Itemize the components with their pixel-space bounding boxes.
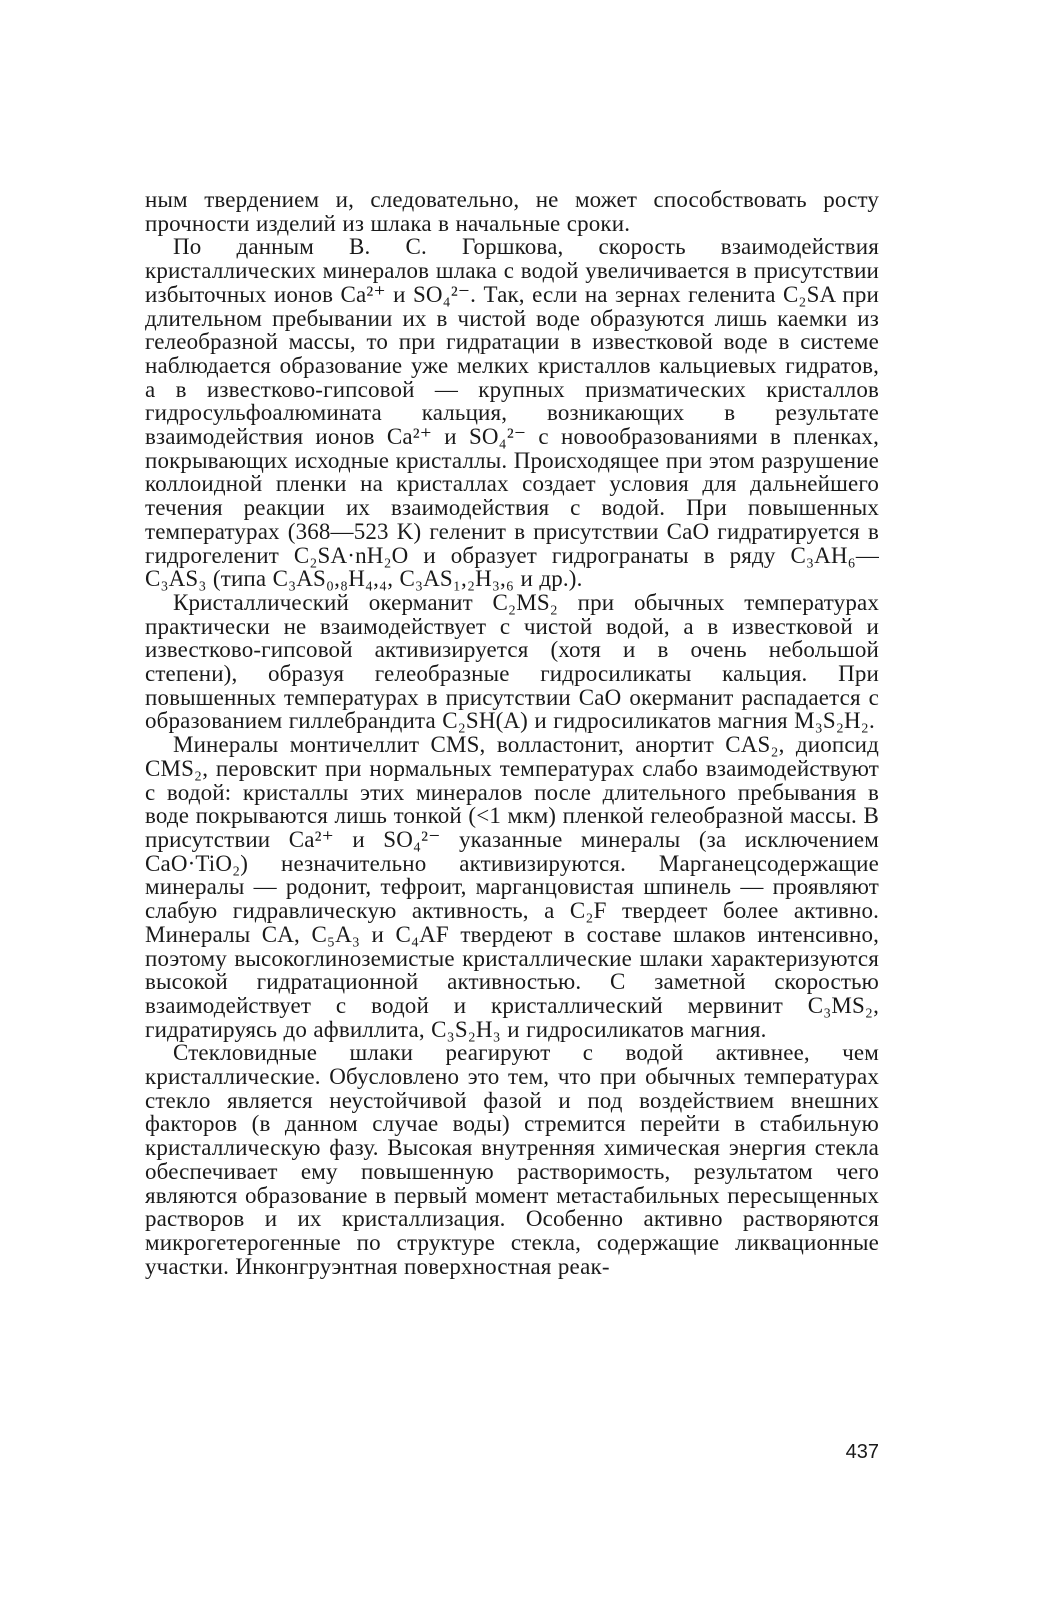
page-text-area: [145, 188, 879, 1428]
paragraph-continuation: ным твердением и, следовательно, не может способствовать росту прочности изделий из шлака в начальные сроки.: [145, 188, 879, 236]
paragraph-okermanite: Кристаллический окерманит C₂MS₂ при обычных температурах практически не взаимодействует с чистой водой, а в известковой и известково-гипсовой активизируется (хотя и в очень небольшой степени), образуя гелеобразные гидросиликаты кальция. При повышенных температурах в присутствии CaO окерманит распадается с образованием гиллебрандита C₂SH(A) и гидросиликатов магния M₃S₂H₂.: [145, 589, 879, 734]
paragraph-glassy-slags: Стекловидные шлаки реагируют с водой активнее, чем кристаллические. Обусловлено это тем, что при обычных температурах стекло является неустойчивой фазой и под воздействием внешних факторов (в данном случае воды) стремится перейти в стабильную кристаллическую фазу. Высокая внутренняя химическая энергия стекла обеспечивает ему повышенную растворимость, результатом чего являются образование в первый момент метастабильных пересыщенных растворов и их кристаллизация. Особенно активно растворяются микрогетерогенные по структуре стекла, содержащие ликвационные участки. Инконгруэнтная поверхностная реак-: [145, 1040, 879, 1279]
page-number: 437: [845, 1441, 879, 1463]
body-text: [145, 188, 879, 1278]
paragraph-minerals: Минералы монтичеллит CMS, волластонит, анортит CAS₂, диопсид CMS₂, перовскит при нормальных температурах слабо взаимодействуют с водой: кристаллы этих минералов после длительного пребывания в воде покрываются лишь тонкой (<1 мкм) пленкой гелеобразной массы. В присутствии Ca²⁺ и SO₄²⁻ указанные минералы (за исключением CaO·TiO₂) незначительно активизируются. Марганецсодержащие минералы — родонит, тефроит, марганцовистая шпинель — проявляют слабую гидравлическую активность, а C₂F твердеет более активно. Минералы CA, C₅A₃ и C₄AF твердеют в составе шлаков интенсивно, поэтому высокоглиноземистые кристаллические шлаки характеризуются высокой гидратационной активностью. С заметной скоростью взаимодействует с водой и кристаллический мервинит C₃MS₂, гидратируясь до афвиллита, C₃S₂H₃ и гидросиликатов магния.: [145, 732, 879, 1042]
paragraph-gorshkov: По данным В. С. Горшкова, скорость взаимодействия кристаллических минералов шлака с водой увеличивается в присутствии избыточных ионов Ca²⁺ и SO₄²⁻. Так, если на зернах геленита C₂SA при длительном пребывании их в чистой воде образуются лишь каемки из гелеобразной массы, то при гидратации в известковой воде в системе наблюдается образование уже мелких кристаллов кальциевых гидратов, а в известково-гипсовой — крупных призматических кристаллов гидросульфоалюмината кальция, возникающих в результате взаимодействия ионов Ca²⁺ и SO₄²⁻ с новообразованиями в пленках, покрывающих исходные кристаллы. Происходящее при этом разрушение коллоидной пленки на кристаллах создает условия для дальнейшего течения реакции их взаимодействия с водой. При повышенных температурах (368—523 K) геленит в присутствии CaO гидратируется в гидрогеленит C₂SA·nH₂O и образует гидрогранаты в ряду C₃AH₆—C₃AS₃ (типа C₃AS₀,₈H₄,₄, C₃AS₁,₂H₃,₆ и др.).: [145, 234, 879, 592]
